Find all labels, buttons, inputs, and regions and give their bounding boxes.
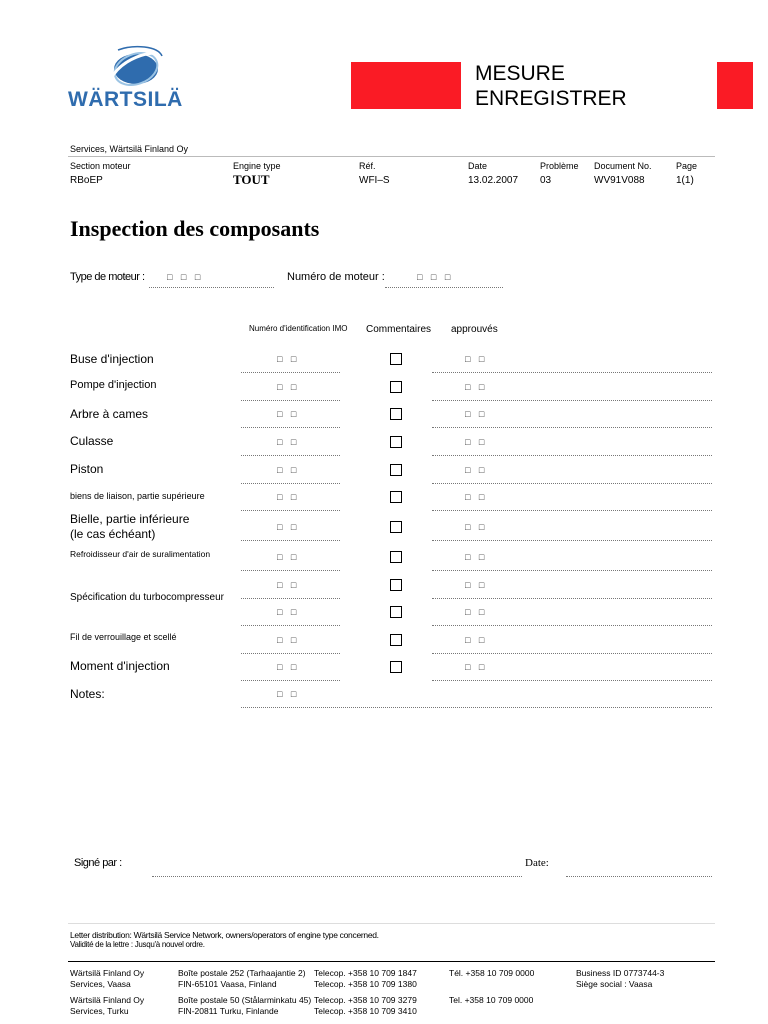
row-imo-line (241, 680, 340, 681)
distribution-divider (68, 923, 715, 924)
row-approved-line (432, 570, 712, 571)
row-comment-checkbox[interactable] (390, 491, 402, 503)
distribution-line2: Validité de la lettre : Jusqu'à nouvel ordre. (70, 940, 205, 949)
row-imo-field[interactable]: □ □ (277, 662, 300, 672)
footer-vaasa-telecop2: Telecop. +358 10 709 1380 (314, 979, 417, 989)
row-comment-checkbox[interactable] (390, 634, 402, 646)
row-comment-checkbox[interactable] (390, 436, 402, 448)
date-label: Date: (525, 857, 549, 869)
row-imo-line (241, 570, 340, 571)
row-label-cylinder-head: Culasse (70, 434, 114, 448)
row-imo-field[interactable]: □ □ (277, 552, 300, 562)
signed-by-label: Signé par : (74, 857, 122, 869)
row-approved-line (432, 625, 712, 626)
notes-line (241, 707, 712, 708)
row-label-turbocharger: Spécification du turbocompresseur (70, 592, 224, 603)
row-approved-field[interactable]: □ □ (465, 580, 488, 590)
red-block-left (351, 62, 461, 109)
column-header-imo: Numéro d'identification IMO (249, 324, 348, 333)
footer-vaasa-address2: FIN-65101 Vaasa, Finland (178, 979, 277, 989)
meta-label-problem: Problème (540, 161, 579, 171)
row-approved-line (432, 427, 712, 428)
meta-value-section: RBoEP (70, 175, 103, 186)
column-header-approved: approuvés (451, 324, 498, 335)
meta-label-engine-type: Engine type (233, 161, 281, 171)
row-approved-field[interactable]: □ □ (465, 635, 488, 645)
notes-label: Notes: (70, 687, 105, 701)
footer-business-id: Business ID 0773744-3 (576, 968, 665, 978)
engine-number-line (385, 287, 503, 288)
header-title (475, 61, 627, 111)
document-title: Inspection des composants (70, 216, 320, 241)
row-imo-line (241, 483, 340, 484)
row-comment-checkbox[interactable] (390, 353, 402, 365)
row-comment-checkbox[interactable] (390, 408, 402, 420)
row-approved-field[interactable]: □ □ (465, 437, 488, 447)
row-approved-line (432, 510, 712, 511)
row-label-connecting-rod-upper: biens de liaison, partie supérieure (70, 491, 205, 501)
row-approved-line (432, 540, 712, 541)
engine-type-label: Type de moteur : (70, 271, 145, 283)
row-label-line2: (le cas échéant) (70, 527, 156, 541)
row-imo-line (241, 598, 340, 599)
row-imo-field[interactable]: □ □ (277, 492, 300, 502)
row-imo-line (241, 372, 340, 373)
footer-turku-telecop1: Telecop. +358 10 709 3279 (314, 995, 417, 1005)
row-label-camshaft: Arbre à cames (70, 407, 149, 421)
row-label-piston: Piston (70, 462, 104, 476)
distribution-line1: Letter distribution: Wärtsilä Service Network, owners/operators of engine type concerned. (70, 930, 379, 940)
row-label-injection-pump: Pompe d'injection (70, 379, 157, 391)
meta-label-section: Section moteur (70, 161, 131, 171)
footer-vaasa-tel: Tél. +358 10 709 0000 (449, 968, 535, 978)
wartsila-logo-icon (66, 44, 184, 88)
footer-turku-company: Wärtsilä Finland Oy (70, 995, 145, 1005)
notes-field[interactable]: □ □ (277, 689, 300, 699)
row-imo-field[interactable]: □ □ (277, 607, 300, 617)
row-imo-field[interactable]: □ □ (277, 354, 300, 364)
footer-turku-telecop2: Telecop. +358 10 709 3410 (314, 1006, 417, 1016)
footer-turku-address2: FIN-20811 Turku, Finlande (178, 1006, 279, 1016)
row-imo-line (241, 625, 340, 626)
company-name: Services, Wärtsilä Finland Oy (70, 144, 189, 154)
row-imo-field[interactable]: □ □ (277, 522, 300, 532)
footer-turku-address1: Boîte postale 50 (Stålarminkatu 45) (178, 995, 312, 1005)
company-divider (68, 156, 715, 157)
row-imo-field[interactable]: □ □ (277, 382, 300, 392)
meta-value-problem: 03 (540, 175, 552, 186)
row-imo-line (241, 400, 340, 401)
row-imo-line (241, 540, 340, 541)
row-comment-checkbox[interactable] (390, 381, 402, 393)
meta-label-ref: Réf. (359, 161, 376, 171)
meta-value-document-no: WV91V088 (594, 175, 645, 186)
meta-label-date: Date (468, 161, 488, 171)
row-comment-checkbox[interactable] (390, 606, 402, 618)
row-imo-field[interactable]: □ □ (277, 465, 300, 475)
row-imo-field[interactable]: □ □ (277, 580, 300, 590)
row-label-injection-timing: Moment d'injection (70, 659, 170, 673)
engine-number-label: Numéro de moteur : (287, 271, 385, 283)
footer-vaasa-company: Wärtsilä Finland Oy (70, 968, 145, 978)
footer-turku-tel: Tel. +358 10 709 0000 (449, 995, 534, 1005)
row-approved-line (432, 653, 712, 654)
footer-vaasa-telecop1: Telecop. +358 10 709 1847 (314, 968, 417, 978)
row-imo-line (241, 455, 340, 456)
footer-registered-seat: Siège social : Vaasa (576, 979, 653, 989)
row-approved-line (432, 372, 712, 373)
row-approved-line (432, 455, 712, 456)
meta-label-page: Page (676, 161, 698, 171)
row-imo-line (241, 653, 340, 654)
row-approved-field[interactable]: □ □ (465, 607, 488, 617)
row-approved-field[interactable]: □ □ (465, 492, 488, 502)
row-label-connecting-rod-lower (70, 512, 189, 542)
wartsila-logo (66, 44, 184, 112)
row-comment-checkbox[interactable] (390, 521, 402, 533)
red-block-right (717, 62, 753, 109)
row-label-line1: Bielle, partie inférieure (70, 512, 190, 526)
meta-value-page: 1(1) (676, 175, 694, 186)
footer-vaasa-unit: Services, Vaasa (70, 979, 131, 989)
row-approved-field[interactable]: □ □ (465, 354, 488, 364)
row-approved-line (432, 598, 712, 599)
meta-value-date: 13.02.2007 (468, 175, 519, 186)
row-comment-checkbox[interactable] (390, 579, 402, 591)
row-approved-field[interactable]: □ □ (465, 662, 488, 672)
row-comment-checkbox[interactable] (390, 661, 402, 673)
row-imo-line (241, 510, 340, 511)
row-imo-field[interactable]: □ □ (277, 409, 300, 419)
row-approved-line (432, 400, 712, 401)
date-line[interactable] (566, 876, 712, 877)
meta-label-document-no: Document No. (594, 161, 652, 171)
row-approved-line (432, 483, 712, 484)
engine-type-line (149, 287, 274, 288)
row-imo-field[interactable]: □ □ (277, 635, 300, 645)
brand-name: WÄRTSILÄ (68, 88, 183, 111)
row-imo-line (241, 427, 340, 428)
row-approved-line (432, 680, 712, 681)
meta-value-ref: WFI–S (359, 175, 390, 186)
column-header-comments: Commentaires (366, 324, 432, 335)
meta-value-engine-type: TOUT (233, 172, 270, 187)
row-label-charge-air-cooler: Refroidisseur d'air de suralimentation (70, 549, 211, 559)
row-approved-field[interactable]: □ □ (465, 465, 488, 475)
footer-divider (68, 961, 715, 962)
row-approved-field[interactable]: □ □ (465, 409, 488, 419)
row-comment-checkbox[interactable] (390, 464, 402, 476)
row-label-locking-wire: Fil de verrouillage et scellé (70, 632, 177, 642)
row-approved-field[interactable]: □ □ (465, 382, 488, 392)
row-approved-field[interactable]: □ □ (465, 552, 488, 562)
row-approved-field[interactable]: □ □ (465, 522, 488, 532)
footer-vaasa-address1: Boîte postale 252 (Tarhaajantie 2) (178, 968, 306, 978)
header-title-line2: ENREGISTRER (475, 87, 627, 110)
engine-type-value[interactable]: □ □ □ (167, 272, 204, 282)
row-imo-field[interactable]: □ □ (277, 437, 300, 447)
signed-by-line[interactable] (152, 876, 522, 877)
header-title-line1: MESURE (475, 62, 565, 85)
row-comment-checkbox[interactable] (390, 551, 402, 563)
footer-turku-unit: Services, Turku (70, 1006, 129, 1016)
row-label-injection-nozzle: Buse d'injection (70, 352, 154, 366)
engine-number-value[interactable]: □ □ □ (417, 272, 454, 282)
